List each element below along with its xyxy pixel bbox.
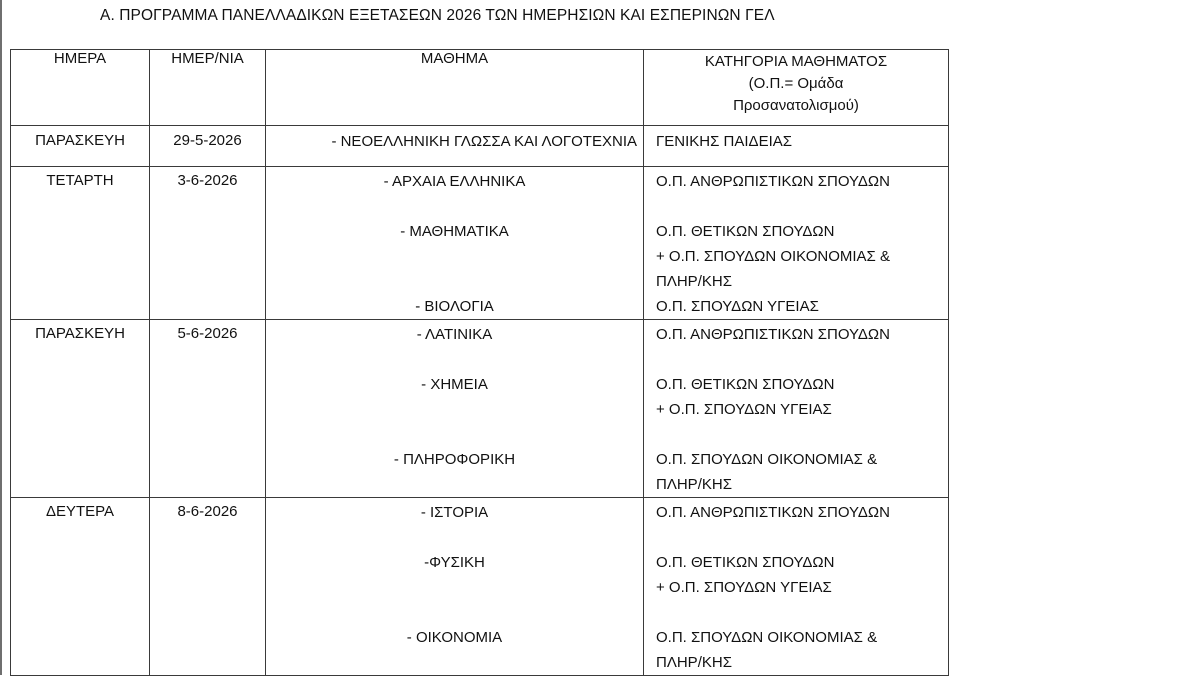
table-row [11,126,949,167]
left-border-line [0,0,2,675]
subject-line [266,269,643,294]
category-line: Ο.Π. ΘΕΤΙΚΩΝ ΣΠΟΥΔΩΝ [656,376,835,393]
category-line [644,525,948,550]
subject-line: - ΧΗΜΕΙΑ [421,376,488,393]
category-line: Ο.Π. ΑΝΘΡΩΠΙΣΤΙΚΩΝ ΣΠΟΥΔΩΝ [656,326,890,343]
row-subjects [266,126,644,167]
category-line [644,600,948,625]
row-day: ΠΑΡΑΣΚΕΥΗ [11,320,150,498]
row-day: ΤΕΤΑΡΤΗ [11,167,150,320]
row-subjects [266,320,644,498]
row-date: 5-6-2026 [150,320,266,498]
subject-line: - ΛΑΤΙΝΙΚΑ [416,326,493,343]
subject-line [266,397,643,422]
category-line [644,422,948,447]
category-line: + Ο.Π. ΣΠΟΥΔΩΝ ΥΓΕΙΑΣ [656,579,832,596]
table-row [11,320,949,498]
row-subjects [266,167,644,320]
document-title: Α. ΠΡΟΓΡΑΜΜΑ ΠΑΝΕΛΛΑΔΙΚΩΝ ΕΞΕΤΑΣΕΩΝ 2026 ΤΩΝ ΗΜΕΡΗΣΙΩΝ ΚΑΙ ΕΣΠΕΡΙΝΩΝ ΓΕΛ [100,7,775,24]
subject-line [266,575,643,600]
category-line [644,194,948,219]
header-category-line: ΚΑΤΗΓΟΡΙΑ ΜΑΘΗΜΑΤΟΣ [704,53,888,70]
subject-line: - ΠΛΗΡΟΦΟΡΙΚΗ [393,451,516,468]
row-day: ΠΑΡΑΣΚΕΥΗ [11,126,150,167]
header-subject: ΜΑΘΗΜΑ [266,50,644,126]
header-date: ΗΜΕΡ/ΝΙΑ [150,50,266,126]
row-date: 3-6-2026 [150,167,266,320]
table-row [11,498,949,676]
category-line: ΠΛΗΡ/ΚΗΣ [656,654,732,671]
category-line: Ο.Π. ΑΝΘΡΩΠΙΣΤΙΚΩΝ ΣΠΟΥΔΩΝ [656,504,890,521]
exam-schedule-table [10,49,949,676]
subject-line: - ΙΣΤΟΡΙΑ [420,504,489,521]
subject-line [266,525,643,550]
table-header-row [11,50,949,126]
row-date: 29-5-2026 [150,126,266,167]
category-line [644,347,948,372]
row-day: ΔΕΥΤΕΡΑ [11,498,150,676]
row-categories [644,498,949,676]
category-line: + Ο.Π. ΣΠΟΥΔΩΝ ΥΓΕΙΑΣ [656,401,832,418]
category-line: ΠΛΗΡ/ΚΗΣ [656,476,732,493]
subject-line: -ΦΥΣΙΚΗ [424,554,485,571]
category-line: Ο.Π. ΘΕΤΙΚΩΝ ΣΠΟΥΔΩΝ [656,223,835,240]
category-line: Ο.Π. ΣΠΟΥΔΩΝ ΟΙΚΟΝΟΜΙΑΣ & [656,629,878,646]
header-category-line: (Ο.Π.= Ομάδα [748,75,844,92]
header-day: ΗΜΕΡΑ [11,50,150,126]
category-line: ΠΛΗΡ/ΚΗΣ [656,273,732,290]
subject-line: - ΝΕΟΕΛΛΗΝΙΚΗ ΓΛΩΣΣΑ ΚΑΙ ΛΟΓΟΤΕΧΝΙΑ [331,133,637,150]
subject-line [266,194,643,219]
category-line: Ο.Π. ΘΕΤΙΚΩΝ ΣΠΟΥΔΩΝ [656,554,835,571]
row-date: 8-6-2026 [150,498,266,676]
category-line: ΓΕΝΙΚΗΣ ΠΑΙΔΕΙΑΣ [656,133,793,150]
subject-line: - ΑΡΧΑΙΑ ΕΛΛΗΝΙΚΑ [383,173,526,190]
table-row [11,167,949,320]
subject-line [266,600,643,625]
subject-line [266,347,643,372]
row-categories [644,126,949,167]
category-line: Ο.Π. ΣΠΟΥΔΩΝ ΥΓΕΙΑΣ [656,298,819,315]
subject-line: - ΜΑΘΗΜΑΤΙΚΑ [400,223,509,240]
row-subjects [266,498,644,676]
subject-line [266,244,643,269]
category-line: + Ο.Π. ΣΠΟΥΔΩΝ ΟΙΚΟΝΟΜΙΑΣ & [656,248,891,265]
category-line: Ο.Π. ΣΠΟΥΔΩΝ ΟΙΚΟΝΟΜΙΑΣ & [656,451,878,468]
row-categories [644,320,949,498]
header-category-line: Προσανατολισμού) [733,97,859,114]
subject-line: - ΟΙΚΟΝΟΜΙΑ [406,629,503,646]
category-line: Ο.Π. ΑΝΘΡΩΠΙΣΤΙΚΩΝ ΣΠΟΥΔΩΝ [656,173,890,190]
subject-line [266,422,643,447]
header-category [644,50,949,126]
row-categories [644,167,949,320]
subject-line: - ΒΙΟΛΟΓΙΑ [415,298,494,315]
